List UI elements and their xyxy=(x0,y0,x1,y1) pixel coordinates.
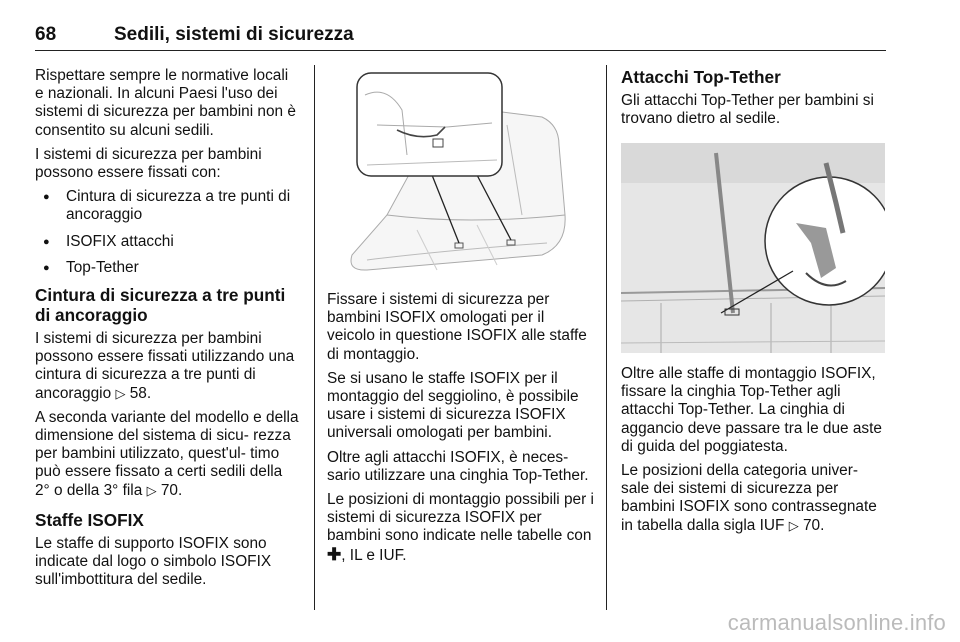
column-2 xyxy=(327,291,595,571)
page-reference-arrow-icon: ▷ xyxy=(115,385,126,401)
column-3 xyxy=(621,67,889,134)
watermark: carmanualsonline.info xyxy=(727,610,946,635)
list-item: ● ISOFIX attacchi xyxy=(35,233,301,251)
top-tether-required-paragraph: Oltre agli attacchi ISOFIX, è neces- sario utilizzare una cinghia Top-Tether. xyxy=(327,448,589,484)
intro-paragraph: Rispettare sempre le normative locali e nazionali. In alcuni Paesi l'uso dei sistemi di sicurezza per bambini non è consentito su alcuni sedili. xyxy=(35,67,296,139)
chapter-title: Sedili, sistemi di sicurezza xyxy=(114,24,354,45)
three-point-paragraph: I sistemi di sicurezza per bambini possono essere fissati utilizzando una cintura di sicurezza a tre punti di ancoraggio ▷ 58. xyxy=(35,330,295,402)
isofix-fixing-paragraph: Fissare i sistemi di sicurezza per bambini ISOFIX omologati per il veicolo in questione ISOFIX alle staffe di montaggio. xyxy=(327,291,587,363)
methods-list xyxy=(35,188,301,277)
list-item: ● Cintura di sicurezza a tre punti di ancoraggio xyxy=(35,188,301,224)
page-reference-arrow-icon: ▷ xyxy=(788,517,799,533)
section-heading-top-tether: Attacchi Top-Tether xyxy=(621,67,781,87)
column-1 xyxy=(35,67,301,595)
page-reference-link[interactable]: 70. xyxy=(802,516,825,534)
page-reference-link[interactable]: 70. xyxy=(160,481,183,499)
column-divider-2 xyxy=(606,65,607,610)
section-heading-isofix: Staffe ISOFIX xyxy=(35,509,144,530)
page-header xyxy=(35,22,886,51)
page-number: 68 xyxy=(35,24,57,45)
top-tether-location-paragraph: Gli attacchi Top-Tether per bambini si trovano dietro al sedile. xyxy=(621,92,874,128)
universal-category-paragraph: Le posizioni della categoria univer- sale dei sistemi di sicurezza per bambini ISOFIX sono contrassegnate in tabella dalla sigla IUF ▷ 70. xyxy=(621,462,877,534)
isofix-seat-illustration xyxy=(327,65,592,277)
column-3-continued xyxy=(621,365,889,541)
list-item: ● Top-Tether xyxy=(35,259,301,277)
page-reference-arrow-icon: ▷ xyxy=(146,482,157,498)
top-tether-fixing-paragraph: Oltre alle staffe di montaggio ISOFIX, fissare la cinghia Top-Tether agli attacchi Top-Tether. La cinghia di aggancio deve passare tra le due aste di guida del poggiatesta. xyxy=(621,365,882,455)
page-reference-link[interactable]: 58. xyxy=(129,384,152,402)
model-variant-paragraph: A seconda variante del modello e della dimensione del sistema di sicu- rezza per bambini utilizzato, quest'ul- timo può essere fissato a certi sedili della 2° o della 3° fila ▷ 70. xyxy=(35,408,299,499)
section-heading-three-point-belt: Cintura di sicurezza a tre punti di ancoraggio xyxy=(35,285,286,326)
methods-intro: I sistemi di sicurezza per bambini possono essere fissati con: xyxy=(35,145,262,182)
column-divider-1 xyxy=(314,65,315,610)
positions-paragraph: Le posizioni di montaggio possibili per i sistemi di sicurezza ISOFIX per bambini sono indicate nelle tabelle con ✚, IL e IUF. xyxy=(327,491,594,564)
isofix-paragraph: Le staffe di supporto ISOFIX sono indicate dal logo o simbolo ISOFIX sull'imbottitura del sedile. xyxy=(35,534,272,589)
plus-symbol-icon: ✚ xyxy=(327,544,342,564)
isofix-universal-paragraph: Se si usano le staffe ISOFIX per il montaggio del seggiolino, è possibile usare i sistemi di sicurezza ISOFIX universali omologati per bambini. xyxy=(327,369,579,442)
top-tether-illustration xyxy=(621,143,885,353)
